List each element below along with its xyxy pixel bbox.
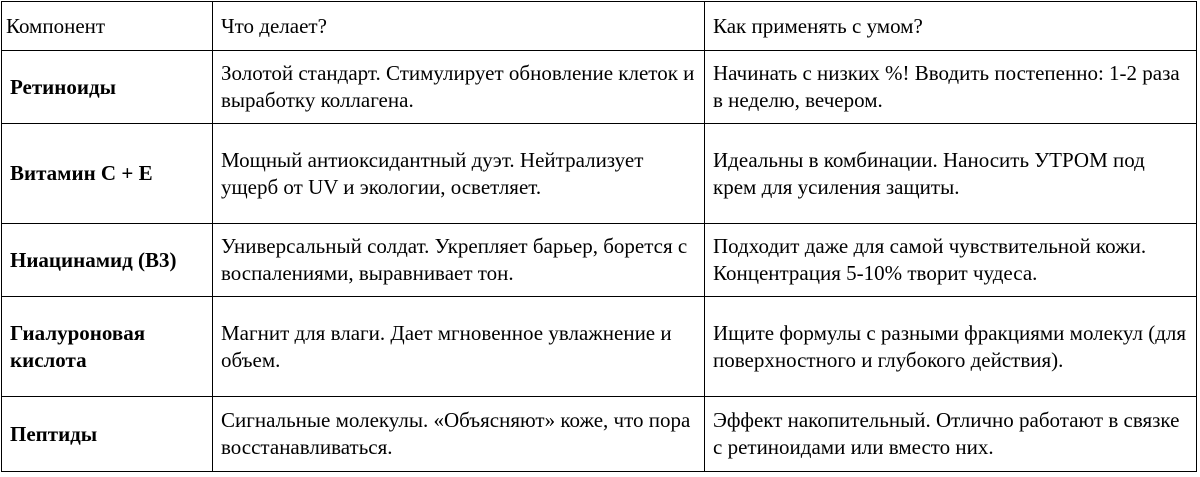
table-row [2, 224, 1197, 297]
component-how: Ищите формулы с разными фракциями молекул (для поверхностного и глубокого действия). [705, 297, 1197, 397]
component-what: Золотой стандарт. Стимулирует обновление клеток и выработку коллагена. [213, 51, 705, 124]
component-name: Пептиды [2, 397, 213, 472]
component-how: Эффект накопительный. Отлично работают в связке с ретиноидами или вместо них. [705, 397, 1197, 472]
component-name: Гиалуроновая кислота [2, 297, 213, 397]
component-what: Сигнальные молекулы. «Объясняют» коже, что пора восстанавливаться. [213, 397, 705, 472]
skincare-components-table [1, 1, 1197, 472]
component-name: Ниацинамид (В3) [2, 224, 213, 297]
table-header-row [2, 2, 1197, 51]
component-how: Подходит даже для самой чувствительной кожи. Концентрация 5-10% творит чудеса. [705, 224, 1197, 297]
header-how: Как применять с умом? [705, 2, 1197, 51]
component-what: Магнит для влаги. Дает мгновенное увлажнение и объем. [213, 297, 705, 397]
table-row [2, 124, 1197, 224]
component-what: Мощный антиоксидантный дуэт. Нейтрализует ущерб от UV и экологии, осветляет. [213, 124, 705, 224]
component-name: Ретиноиды [2, 51, 213, 124]
table-row [2, 297, 1197, 397]
component-how: Идеальны в комбинации. Наносить УТРОМ под крем для усиления защиты. [705, 124, 1197, 224]
table-row [2, 397, 1197, 472]
table-row [2, 51, 1197, 124]
component-how: Начинать с низких %! Вводить постепенно: 1-2 раза в неделю, вечером. [705, 51, 1197, 124]
component-what: Универсальный солдат. Укрепляет барьер, борется с воспалениями, выравнивает тон. [213, 224, 705, 297]
component-name: Витамин С + Е [2, 124, 213, 224]
header-what: Что делает? [213, 2, 705, 51]
header-component: Компонент [2, 2, 213, 51]
